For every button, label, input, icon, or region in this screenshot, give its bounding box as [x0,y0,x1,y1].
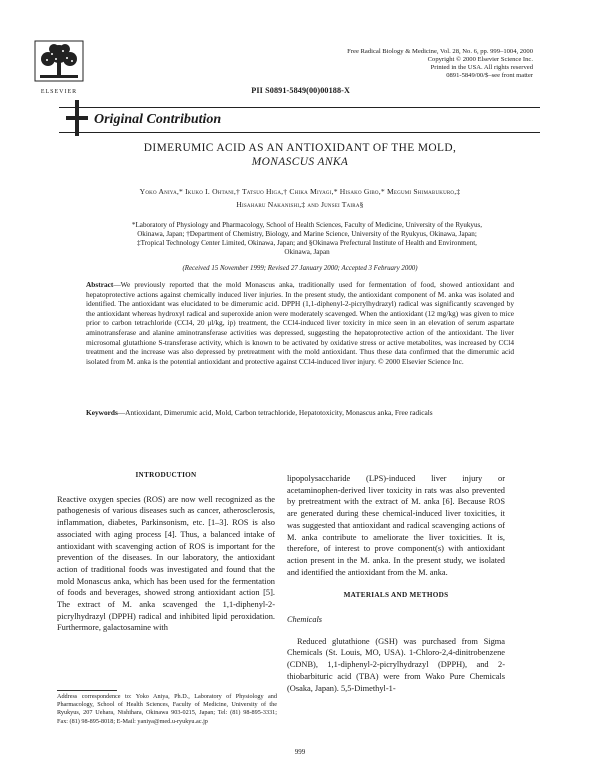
bottom-rule [59,132,540,133]
keywords [86,408,514,418]
cross-emblem-icon [66,100,88,136]
right-column [287,473,505,694]
elsevier-tree-icon [34,40,84,94]
affiliation-line-4: Okinawa, Japan [284,248,330,256]
journal-citation: Free Radical Biology & Medicine, Vol. 28, No. 6, pp. 999–1004, 2000 [347,48,533,55]
title-line-2: MONASCUS ANKA [251,155,349,168]
left-column [57,460,275,634]
footnote-rule [57,690,117,691]
affiliation-line-3: ‡Tropical Technology Center Limited, Okinawa, Japan; and §Okinawa Prefectural Institute of Health and Environment, [137,239,477,247]
contribution-emblem [66,100,88,141]
methods-heading: MATERIALS AND METHODS [343,591,449,600]
pii-code: PII S0891-5849(00)00188-X [251,86,350,95]
correspondence-footnote: Address correspondence to: Yoko Aniya, Ph.D., Laboratory of Physiology and Pharmacology, School of Health Sciences, Faculty of Medicine, University of the Ryukyus, 207 Uehara, Nishihara, Okinawa 903-0215, Japan; Tel: (81) 98-895-3331; Fax: (81) 98-895-8018; E-Mail: yaniya@med.u-ryukyu.ac.jp [57,693,277,725]
affiliation-line-2: Okinawa, Japan; †Department of Chemistry, Biology, and Marine Science, University of the Ryukyus, Okinawa, Japan; [137,230,477,238]
page-number: 999 [294,748,306,756]
title-line-1: DIMERUMIC ACID AS AN ANTIOXIDANT OF THE MOLD, [143,142,457,154]
affiliations [92,221,522,257]
received-dates: (Received 15 November 1999; Revised 27 January 2000; Accepted 3 February 2000) [182,265,418,272]
author-list [70,185,530,211]
affiliation-line-1: *Laboratory of Physiology and Pharmacology, School of Health Sciences, Faculty of Medicine, University of the Ryukyus, [131,221,483,229]
journal-info [273,48,533,80]
abstract [86,280,514,366]
article-title [60,142,540,169]
publisher-wordmark: ELSEVIER [40,89,78,95]
journal-printed: Printed in the USA. All rights reserved [430,64,533,71]
intro-heading: INTRODUCTION [135,471,197,479]
journal-issn: 0891-5849/00/$–see front matter [446,72,533,79]
chemicals-subheading: Chemicals [287,615,323,625]
keywords-text: —Antioxidant, Dimerumic acid, Mold, Carbon tetrachloride, Hepatotoxicity, Monascus anka, Free radicals [117,408,433,417]
journal-copyright: Copyright © 2000 Elsevier Science Inc. [427,56,533,63]
methods-paragraph-1: Reduced glutathione (GSH) was purchased from Sigma Chemicals (St. Louis, MO, USA). 1-Chloro-2,4-dinitrobenzene (CDNB), 1,1-diphenyl-2-picrylhydrazyl (DPPH), and 2-thiobarbituric acid (TBA) were from Wako Pure Chemicals (Osaka, Japan). 5,5-Dimethyl-1- [287,636,505,693]
abstract-text: —We previously reported that the mold Monascus anka, traditionally used for fermentation of food, showed antioxidant and hepatoprotective actions against chemically induced liver injuries. In the present study, the antioxidant component of M. anka was isolated and identified. The antioxidant was elucidated to be dimerumic acid. DPPH (1,1-diphenyl-2-picrylhydrazyl) radical was significantly scavenged by the antioxidant whereas hydroxyl radical and superoxide anion were moderately scavenged. When the antioxidant (12 mg/kg) was given to mice prior to carbon tetrachloride (CCl4, 20 μl/kg, ip) treatment, the CCl4-induced liver toxicity in mice seen in an elevation of serum aspartate aminotransferase and alanine aminotransferase activities was depressed, suggesting the hepatoprotective action of the antioxidant. The liver microsomal glutathione S-transferase activity, which is known to be activated by oxidative stress or active metabolites, was increased by CCl4 treatment and the increase was also depressed by pretreatment with the mold antioxidant. Thus these data confirmed that the dimerumic acid isolated from M. anka is the potential antioxidant and protective against CCl4-induced liver injury. © 2000 Elsevier Science Inc. [86,280,514,366]
intro-paragraph-1: Reactive oxygen species (ROS) are now well recognized as the pathogenesis of various diseases such as cancer, atherosclerosis, inflammation, diabetes, Parkinsonism, etc. [1–3]. ROS is also associated with aging process [4]. Thus, a balanced intake of antioxidant with scavenging action of ROS is important for the prevention of the diseases. In our laboratory, the antioxidant action of traditional foods was investigated and found that the mold Monascus anka, which has been used for the fermentation of foods and beverages, showed strong antioxidant action [5]. The extract of M. anka scavenged the 1,1-diphenyl-2-picrylhydrazyl (DPPH) radical and inhibited lipid peroxidation. Furthermore, galactosamine with [57,494,275,633]
top-rule [59,107,540,108]
authors-line-2: Hisaharu Nakanishi,‡ and Junsei Taira§ [236,200,364,209]
authors-line-1: Yoko Aniya,* Ikuko I. Ohtani,† Tatsuo Higa,† Chika Miyagi,* Hisako Gibo,* Megumi Shimabukuro,‡ [139,187,461,196]
section-label: Original Contribution [94,112,222,127]
abstract-label: Abstract [86,280,114,289]
intro-paragraph-2: lipopolysaccharide (LPS)-induced liver injury or acetaminophen-derived liver toxicity in rats was also prevented by pretreatment with the extract of M. anka [6]. Because ROS are generated during these chemical-induced liver toxicities, it was suggested that antioxidant and radical scavenging actions of M. anka contribute to ameliorate the liver toxicities. It is, therefore, of interest to prove component(s) with antioxidant action present in the M. anka. In the present study, we isolated and identified the antioxidant from the M. anka. [287,474,505,577]
publisher-logo [34,40,84,94]
keywords-label: Keywords [86,408,118,417]
